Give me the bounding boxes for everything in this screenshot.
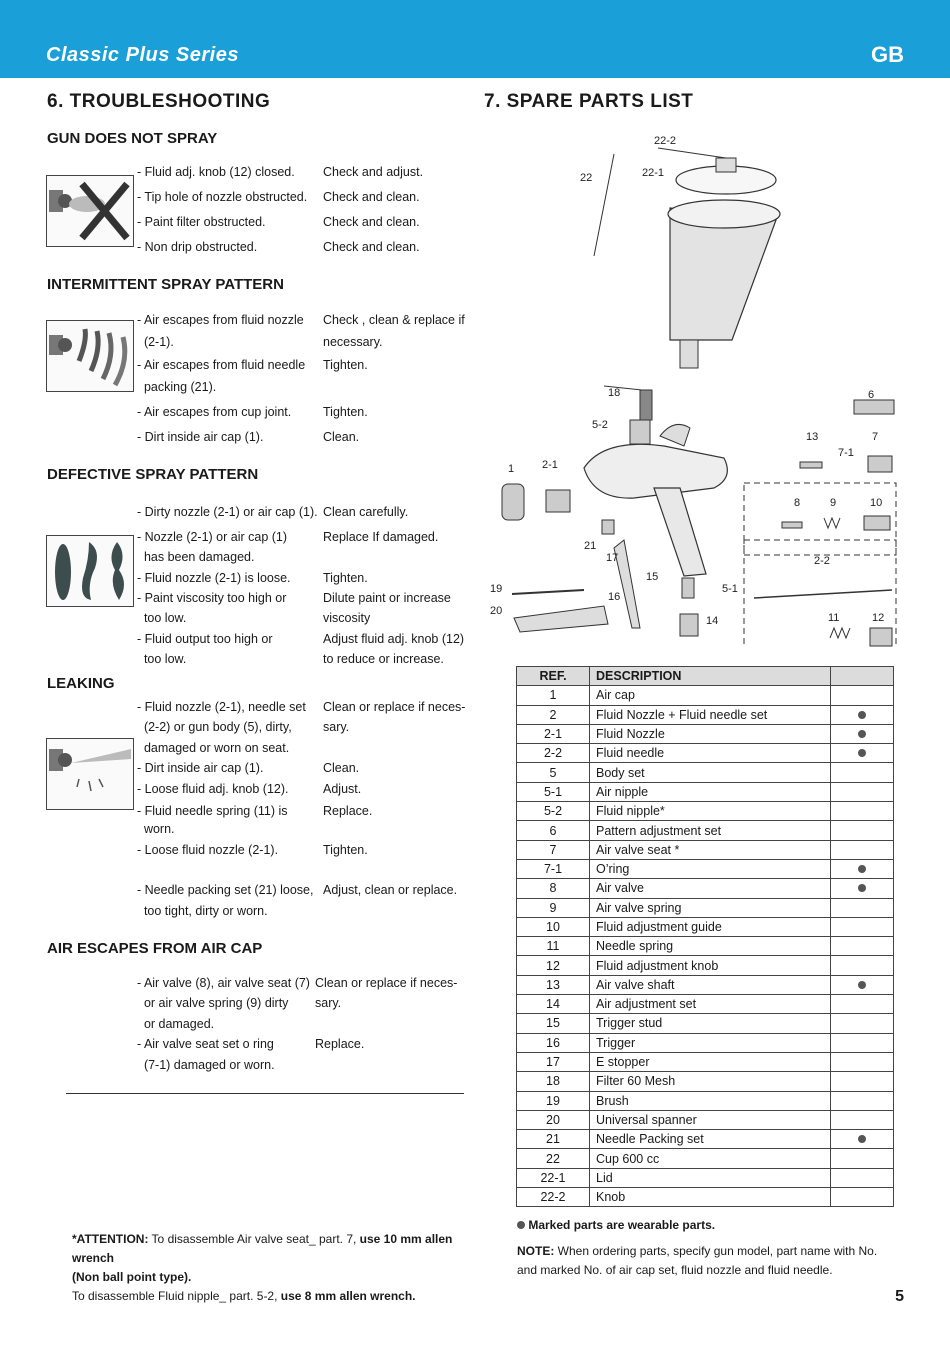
part-wear-mark <box>831 975 894 994</box>
remedy-text: to reduce or increase. <box>323 652 444 666</box>
troubleshooting-section-title: AIR ESCAPES FROM AIR CAP <box>47 940 263 957</box>
part-description: Air adjustment set <box>590 995 831 1014</box>
diagram-label: 6 <box>868 389 875 401</box>
cause-text: - Paint viscosity too high or <box>137 591 287 605</box>
cause-text: - Fluid needle spring (11) is <box>137 804 288 818</box>
table-row <box>517 1168 894 1187</box>
series-title: Classic Plus Series <box>46 44 239 66</box>
part-wear-mark <box>831 859 894 878</box>
remedy-text: Dilute paint or increase <box>323 591 451 605</box>
table-row <box>517 686 894 705</box>
diagram-label: 12 <box>872 612 885 624</box>
part-ref: 11 <box>517 937 590 956</box>
table-row <box>517 975 894 994</box>
part-description: Air nipple <box>590 782 831 801</box>
part-description: Trigger <box>590 1033 831 1052</box>
diagram-label: 1 <box>508 463 515 475</box>
part-description: Air valve seat * <box>590 840 831 859</box>
table-row <box>517 1091 894 1110</box>
table-row <box>517 1033 894 1052</box>
cause-text: - Nozzle (2-1) or air cap (1) <box>137 530 288 544</box>
part-description: Body set <box>590 763 831 782</box>
part-ref: 1 <box>517 686 590 705</box>
part-description: Air valve shaft <box>590 975 831 994</box>
air-valve-seat-part <box>868 456 892 472</box>
table-row <box>517 821 894 840</box>
cause-text: (2-2) or gun body (5), dirty, <box>137 720 292 734</box>
part-ref: 2-1 <box>517 724 590 743</box>
part-wear-mark <box>831 1130 894 1149</box>
part-description: Needle Packing set <box>590 1130 831 1149</box>
part-description: Universal spanner <box>590 1110 831 1129</box>
part-ref: 22-2 <box>517 1188 590 1207</box>
part-wear-mark <box>831 763 894 782</box>
part-description: Cup 600 cc <box>590 1149 831 1168</box>
troubleshooting-section-title: LEAKING <box>47 675 115 692</box>
fluid-nipple-part <box>630 420 650 444</box>
part-wear-mark <box>831 840 894 859</box>
spray-gun-exploded-diagram <box>484 128 904 648</box>
cause-text: or air valve spring (9) dirty <box>137 996 289 1010</box>
leader-22-2 <box>658 148 726 158</box>
table-header-row <box>517 667 894 686</box>
diagram-label: 8 <box>794 497 801 509</box>
cause-text: has been damaged. <box>137 550 255 564</box>
part-wear-mark <box>831 898 894 917</box>
table-row <box>517 1110 894 1129</box>
gun-handle <box>654 488 706 576</box>
spare-parts-body <box>517 686 894 1207</box>
part-description: Needle spring <box>590 937 831 956</box>
wear-dot-icon <box>858 865 866 873</box>
part-ref: 13 <box>517 975 590 994</box>
part-ref: 14 <box>517 995 590 1014</box>
cause-text: - Air valve seat set o ring <box>137 1037 274 1051</box>
spare-parts-table <box>516 666 894 1207</box>
diagram-label: 9 <box>830 497 837 509</box>
diagram-label: 11 <box>828 612 840 624</box>
cause-text: - Air escapes from cup joint. <box>137 405 292 419</box>
part-ref: 2-2 <box>517 744 590 763</box>
cause-text: - Air valve (8), air valve seat (7) <box>137 976 310 990</box>
air-valve-spring-part <box>824 518 840 528</box>
no-spray-thumbnail <box>46 175 134 247</box>
part-ref: 5-1 <box>517 782 590 801</box>
spanner-part <box>514 606 608 632</box>
table-row <box>517 859 894 878</box>
cause-text: - Loose fluid adj. knob (12). <box>137 782 289 796</box>
attention-bold2: (Non ball point type). <box>72 1270 192 1284</box>
cause-text: or damaged. <box>137 1017 215 1031</box>
part-description: Fluid Nozzle <box>590 724 831 743</box>
attention-line3: To disassemble Fluid nipple_ part. 5-2, <box>72 1289 281 1303</box>
part-description: Pattern adjustment set <box>590 821 831 840</box>
part-ref: 21 <box>517 1130 590 1149</box>
fluid-nozzle-part <box>546 490 570 512</box>
part-wear-mark <box>831 956 894 975</box>
cause-text: - Fluid output too high or <box>137 632 273 646</box>
part-wear-mark <box>831 705 894 724</box>
remedy-text: Tighten. <box>323 405 368 419</box>
part-ref: 7-1 <box>517 859 590 878</box>
part-wear-mark <box>831 1110 894 1129</box>
part-ref: 5-2 <box>517 802 590 821</box>
table-row <box>517 763 894 782</box>
cause-text: - Loose fluid nozzle (2-1). <box>137 843 279 857</box>
note-label: NOTE: <box>517 1244 555 1258</box>
cup-rim <box>668 200 780 228</box>
diagram-label: 16 <box>608 591 621 603</box>
defective-spray-thumbnail <box>46 535 134 607</box>
table-row <box>517 1052 894 1071</box>
part-description: O’ring <box>590 859 831 878</box>
remedy-text: Clean. <box>323 761 360 775</box>
remedy-text: Clean or replace if neces- <box>323 700 466 714</box>
wear-header <box>831 667 894 686</box>
cause-text: (2-1). <box>137 335 174 349</box>
diagram-label: 5-2 <box>592 419 608 431</box>
brush-part <box>512 590 584 594</box>
needle-packing-part <box>602 520 614 534</box>
part-ref: 2 <box>517 705 590 724</box>
part-description: Knob <box>590 1188 831 1207</box>
spare-parts-title: 7. SPARE PARTS LIST <box>484 91 694 112</box>
remedy-text: Replace. <box>315 1037 365 1051</box>
part-wear-mark <box>831 802 894 821</box>
part-wear-mark <box>831 1149 894 1168</box>
troubleshooting-section-title: GUN DOES NOT SPRAY <box>47 130 218 147</box>
part-wear-mark <box>831 724 894 743</box>
table-row <box>517 917 894 936</box>
part-ref: 22-1 <box>517 1168 590 1187</box>
air-nipple-part <box>682 578 694 598</box>
diagram-label: 13 <box>806 431 819 443</box>
leader-22 <box>594 154 614 256</box>
diagram-label: 17 <box>606 552 619 564</box>
wear-dot-icon <box>858 1135 866 1143</box>
part-ref: 12 <box>517 956 590 975</box>
diagram-label: 19 <box>490 583 503 595</box>
diagram-label: 22-2 <box>654 135 677 147</box>
leaking-thumbnail <box>46 738 134 810</box>
diagram-label: 10 <box>870 497 883 509</box>
remedy-text: necessary. <box>323 335 383 349</box>
needle-spring-part <box>830 628 850 638</box>
cause-text: - Dirt inside air cap (1). <box>137 430 264 444</box>
cause-text: - Air escapes from fluid nozzle <box>137 313 304 327</box>
cup-knob <box>716 158 736 172</box>
remedy-text: Adjust fluid adj. knob (12) <box>323 632 465 646</box>
table-row <box>517 1072 894 1091</box>
cause-text: too low. <box>137 611 187 625</box>
table-row <box>517 724 894 743</box>
fluid-needle-part <box>754 590 892 598</box>
table-row <box>517 840 894 859</box>
cause-text: - Fluid nozzle (2-1) is loose. <box>137 571 291 585</box>
part-ref: 17 <box>517 1052 590 1071</box>
remedy-text: sary. <box>323 720 350 734</box>
diagram-label: 7 <box>872 431 879 443</box>
gun-hook <box>660 424 690 446</box>
cause-text: - Fluid adj. knob (12) closed. <box>137 165 295 179</box>
cause-text: too low. <box>137 652 187 666</box>
cause-text: - Air escapes from fluid needle <box>137 358 306 372</box>
table-row <box>517 744 894 763</box>
part-description: Fluid adjustment knob <box>590 956 831 975</box>
cause-text: - Needle packing set (21) loose, <box>137 883 314 897</box>
order-note <box>517 1242 897 1280</box>
part-ref: 6 <box>517 821 590 840</box>
part-wear-mark <box>831 879 894 898</box>
cause-text: - Dirty nozzle (2-1) or air cap (1). <box>137 505 318 519</box>
filter-part <box>640 390 652 420</box>
part-ref: 19 <box>517 1091 590 1110</box>
part-ref: 18 <box>517 1072 590 1091</box>
table-row <box>517 782 894 801</box>
cause-text: - Paint filter obstructed. <box>137 215 266 229</box>
remedy-text: viscosity <box>323 611 371 625</box>
intermittent-spray-thumbnail <box>46 320 134 392</box>
part-wear-mark <box>831 1033 894 1052</box>
part-description: E stopper <box>590 1052 831 1071</box>
wear-dot-icon <box>858 749 866 757</box>
part-description: Fluid nipple* <box>590 802 831 821</box>
part-ref: 22 <box>517 1149 590 1168</box>
note-text: When ordering parts, specify gun model, part name with No. and marked No. of air cap set, fluid nozzle and fluid needle. <box>517 1244 878 1277</box>
cause-text: too tight, dirty or worn. <box>137 904 268 918</box>
ref-header: REF. <box>517 667 590 686</box>
fluid-adjustment-knob-part <box>870 628 892 646</box>
part-ref: 5 <box>517 763 590 782</box>
diagram-label: 5-1 <box>722 583 738 595</box>
diagram-label: 2-1 <box>542 459 558 471</box>
cause-text: - Fluid nozzle (2-1), needle set <box>137 700 306 714</box>
part-description: Fluid Nozzle + Fluid needle set <box>590 705 831 724</box>
remedy-text: Tighten. <box>323 843 368 857</box>
part-ref: 15 <box>517 1014 590 1033</box>
cause-text: - Dirt inside air cap (1). <box>137 761 264 775</box>
table-row <box>517 802 894 821</box>
remedy-text: sary. <box>315 996 342 1010</box>
fluid-adjustment-guide-part <box>864 516 890 530</box>
pattern-adjustment-part <box>854 400 894 414</box>
part-description: Lid <box>590 1168 831 1187</box>
part-description: Fluid adjustment guide <box>590 917 831 936</box>
remedy-text: Check and adjust. <box>323 165 424 179</box>
part-ref: 9 <box>517 898 590 917</box>
remedy-text: Check and clean. <box>323 190 420 204</box>
table-row <box>517 1014 894 1033</box>
part-wear-mark <box>831 917 894 936</box>
remedy-text: Replace If damaged. <box>323 530 439 544</box>
page-number: 5 <box>895 1288 904 1305</box>
remedy-text: Adjust, clean or replace. <box>323 883 458 897</box>
part-wear-mark <box>831 1168 894 1187</box>
part-description: Trigger stud <box>590 1014 831 1033</box>
part-wear-mark <box>831 744 894 763</box>
attention-label: *ATTENTION: <box>72 1232 149 1246</box>
part-wear-mark <box>831 686 894 705</box>
remedy-text: Adjust. <box>323 782 362 796</box>
part-ref: 8 <box>517 879 590 898</box>
cup-neck <box>680 340 698 368</box>
part-wear-mark <box>831 1188 894 1207</box>
part-description: Air valve spring <box>590 898 831 917</box>
attention-bold1: use 10 mm allen wrench <box>72 1232 453 1265</box>
air-adjustment-part <box>680 614 698 636</box>
part-wear-mark <box>831 1052 894 1071</box>
cause-text: (7-1) damaged or worn. <box>137 1058 275 1072</box>
part-description: Brush <box>590 1091 831 1110</box>
table-row <box>517 1188 894 1207</box>
table-row <box>517 937 894 956</box>
part-wear-mark <box>831 1072 894 1091</box>
divider-line <box>66 1093 464 1094</box>
cause-text: - Tip hole of nozzle obstructed. <box>137 190 308 204</box>
attention-note <box>72 1230 472 1306</box>
language-code: GB <box>871 42 904 67</box>
part-description: Air valve <box>590 879 831 898</box>
part-ref: 10 <box>517 917 590 936</box>
part-description: Filter 60 Mesh <box>590 1072 831 1091</box>
wear-dot-icon <box>858 884 866 892</box>
part-ref: 20 <box>517 1110 590 1129</box>
wear-dot-icon <box>858 981 866 989</box>
part-description: Fluid needle <box>590 744 831 763</box>
cause-text: packing (21). <box>137 380 217 394</box>
remedy-text: Tighten. <box>323 571 368 585</box>
part-wear-mark <box>831 821 894 840</box>
cause-text: worn. <box>137 822 175 836</box>
remedy-text: Check , clean & replace if <box>323 313 465 327</box>
part-ref: 16 <box>517 1033 590 1052</box>
troubleshooting-section-title: INTERMITTENT SPRAY PATTERN <box>47 276 284 293</box>
diagram-label: 2-2 <box>814 555 830 567</box>
table-row <box>517 898 894 917</box>
remedy-text: Clean carefully. <box>323 505 409 519</box>
diagram-label: 22 <box>580 172 593 184</box>
remedy-text: Clean or replace if neces- <box>315 976 458 990</box>
table-row <box>517 1130 894 1149</box>
troubleshooting-title: 6. TROUBLESHOOTING <box>47 91 271 112</box>
diagram-label: 18 <box>608 387 621 399</box>
wear-legend-text: Marked parts are wearable parts. <box>528 1218 716 1232</box>
remedy-text: Tighten. <box>323 358 368 372</box>
air-cap-part <box>502 484 524 520</box>
part-wear-mark <box>831 1091 894 1110</box>
diagram-label: 15 <box>646 571 659 583</box>
remedy-text: Check and clean. <box>323 215 420 229</box>
wear-legend <box>517 1216 715 1235</box>
part-wear-mark <box>831 995 894 1014</box>
part-description: Air cap <box>590 686 831 705</box>
table-row <box>517 705 894 724</box>
remedy-text: Check and clean. <box>323 240 420 254</box>
part-wear-mark <box>831 782 894 801</box>
table-row <box>517 956 894 975</box>
diagram-label: 21 <box>584 540 597 552</box>
part-wear-mark <box>831 937 894 956</box>
table-row <box>517 1149 894 1168</box>
air-valve-shaft-part <box>800 462 822 468</box>
attention-bold3: use 8 mm allen wrench. <box>280 1289 416 1303</box>
diagram-label: 7-1 <box>838 447 854 459</box>
diagram-label: 14 <box>706 615 719 627</box>
air-valve-part <box>782 522 802 528</box>
remedy-text: Replace. <box>323 804 373 818</box>
header-bar <box>0 0 950 78</box>
wear-dot-icon <box>858 711 866 719</box>
cause-text: - Non drip obstructed. <box>137 240 258 254</box>
wear-dot-icon <box>858 730 866 738</box>
table-row <box>517 995 894 1014</box>
part-wear-mark <box>831 1014 894 1033</box>
diagram-label: 22-1 <box>642 167 665 179</box>
part-ref: 7 <box>517 840 590 859</box>
cause-text: damaged or worn on seat. <box>137 741 290 755</box>
attention-line1: To disassemble Air valve seat_ part. 7, <box>148 1232 360 1246</box>
diagram-label: 20 <box>490 605 503 617</box>
wear-dot-icon <box>517 1221 525 1229</box>
troubleshooting-section-title: DEFECTIVE SPRAY PATTERN <box>47 466 259 483</box>
description-header: DESCRIPTION <box>590 667 831 686</box>
remedy-text: Clean. <box>323 430 360 444</box>
table-row <box>517 879 894 898</box>
